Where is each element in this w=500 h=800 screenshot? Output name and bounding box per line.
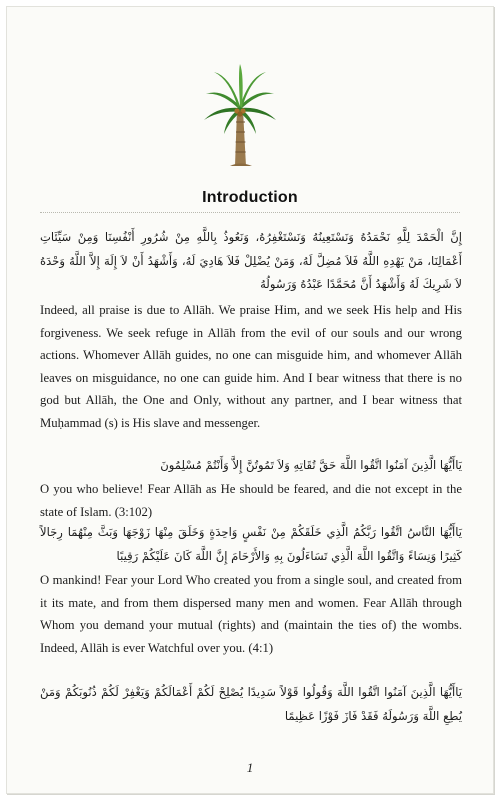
palm-tree-icon [200,62,280,170]
arabic-opening-supplication: إِنَّ الْحَمْدَ لِلَّهِ نَحْمَدُهُ وَنَسْتَعِينُهُ وَنَسْتَغْفِرُهُ، وَنَعُوذُ بِاللَّهِ مِنْ شُرُورِ أَنْفُسِنَا وَمِنْ سَيِّئَاتِ أَعْمَالِنَا، مَنْ يَهْدِهِ اللَّهُ فَلاَ مُضِلَّ لَهُ، وَمَنْ يُضْلِلْ فَلاَ هَادِيَ لَهُ، وَأَشْهَدُ أَنْ لاَ إِلَهَ إِلاَّ اللَّهُ وَحْدَهُ لاَ شَرِيكَ لَهُ وَأَشْهَدُ أَنَّ مُحَمَّدًا عَبْدُهُ وَرَسُولُهُ [40,230,462,291]
page-number: 1 [246,760,254,775]
page-title: Introduction [202,189,298,206]
arabic-verse-3-102: يَاأَيُّهَا الَّذِينَ آمَنُوا اتَّقُوا اللَّهَ حَقَّ تُقَاتِهِ وَلاَ تَمُوتُنَّ إِلاَّ وَأَنْتُمْ مُسْلِمُونَ [160,458,462,472]
arabic-verse-4-1: يَاأَيُّهَا النَّاسُ اتَّقُوا رَبَّكُمُ الَّذِي خَلَقَكُمْ مِنْ نَفْسٍ وَاحِدَةٍ وَخَلَقَ مِنْهَا زَوْجَهَا وَبَثَّ مِنْهُمَا رِجَالاً كَثِيرًا وَنِسَاءً وَاتَّقُوا اللَّهَ الَّذِي تَسَاءَلُونَ بِهِ وَالأَرْحَامَ إِنَّ اللَّهَ كَانَ عَلَيْكُمْ رَقِيبًا [40,525,462,563]
arabic-verse-33-70: يَاأَيُّهَا الَّذِينَ آمَنُوا اتَّقُوا اللَّهَ وَقُولُوا قَوْلاً سَدِيدًا يُصْلِحْ لَكُمْ أَعْمَالَكُمْ وَيَغْفِرْ لَكُمْ ذُنُوبَكُمْ وَمَنْ يُطِعِ اللَّهَ وَرَسُولَهُ فَقَدْ فَازَ فَوْزًا عَظِيمًا [40,685,462,723]
title-divider [40,212,460,213]
english-verse-4-1: O mankind! Fear your Lord Who created you from a single soul, and created from it its mate, and from them dispersed many men and women. Fear Allāh through Whom you demand your mutual (rights) and (maintain the ties of) the wombs. Indeed, Allāh is ever Watchful over you. (4:1) [40,573,462,655]
english-verse-3-102: O you who believe! Fear Allāh as He should be feared, and die not except in the state of Islam. (3:102) [40,482,462,519]
english-opening-translation: Indeed, all praise is due to Allāh. We praise Him, and we seek His help and His forgiveness. We seek refuge in Allāh from the evil of our souls and our wrong actions. Whomever Allāh guides, no one can misguide him, and whomever Allāh leaves on misguidance, no one can guide him. And I bear witness that there is no god but Allāh, the One and Only, without any partner, and I bear witness that Muḥammad (s) is His slave and messenger. [40,303,462,430]
